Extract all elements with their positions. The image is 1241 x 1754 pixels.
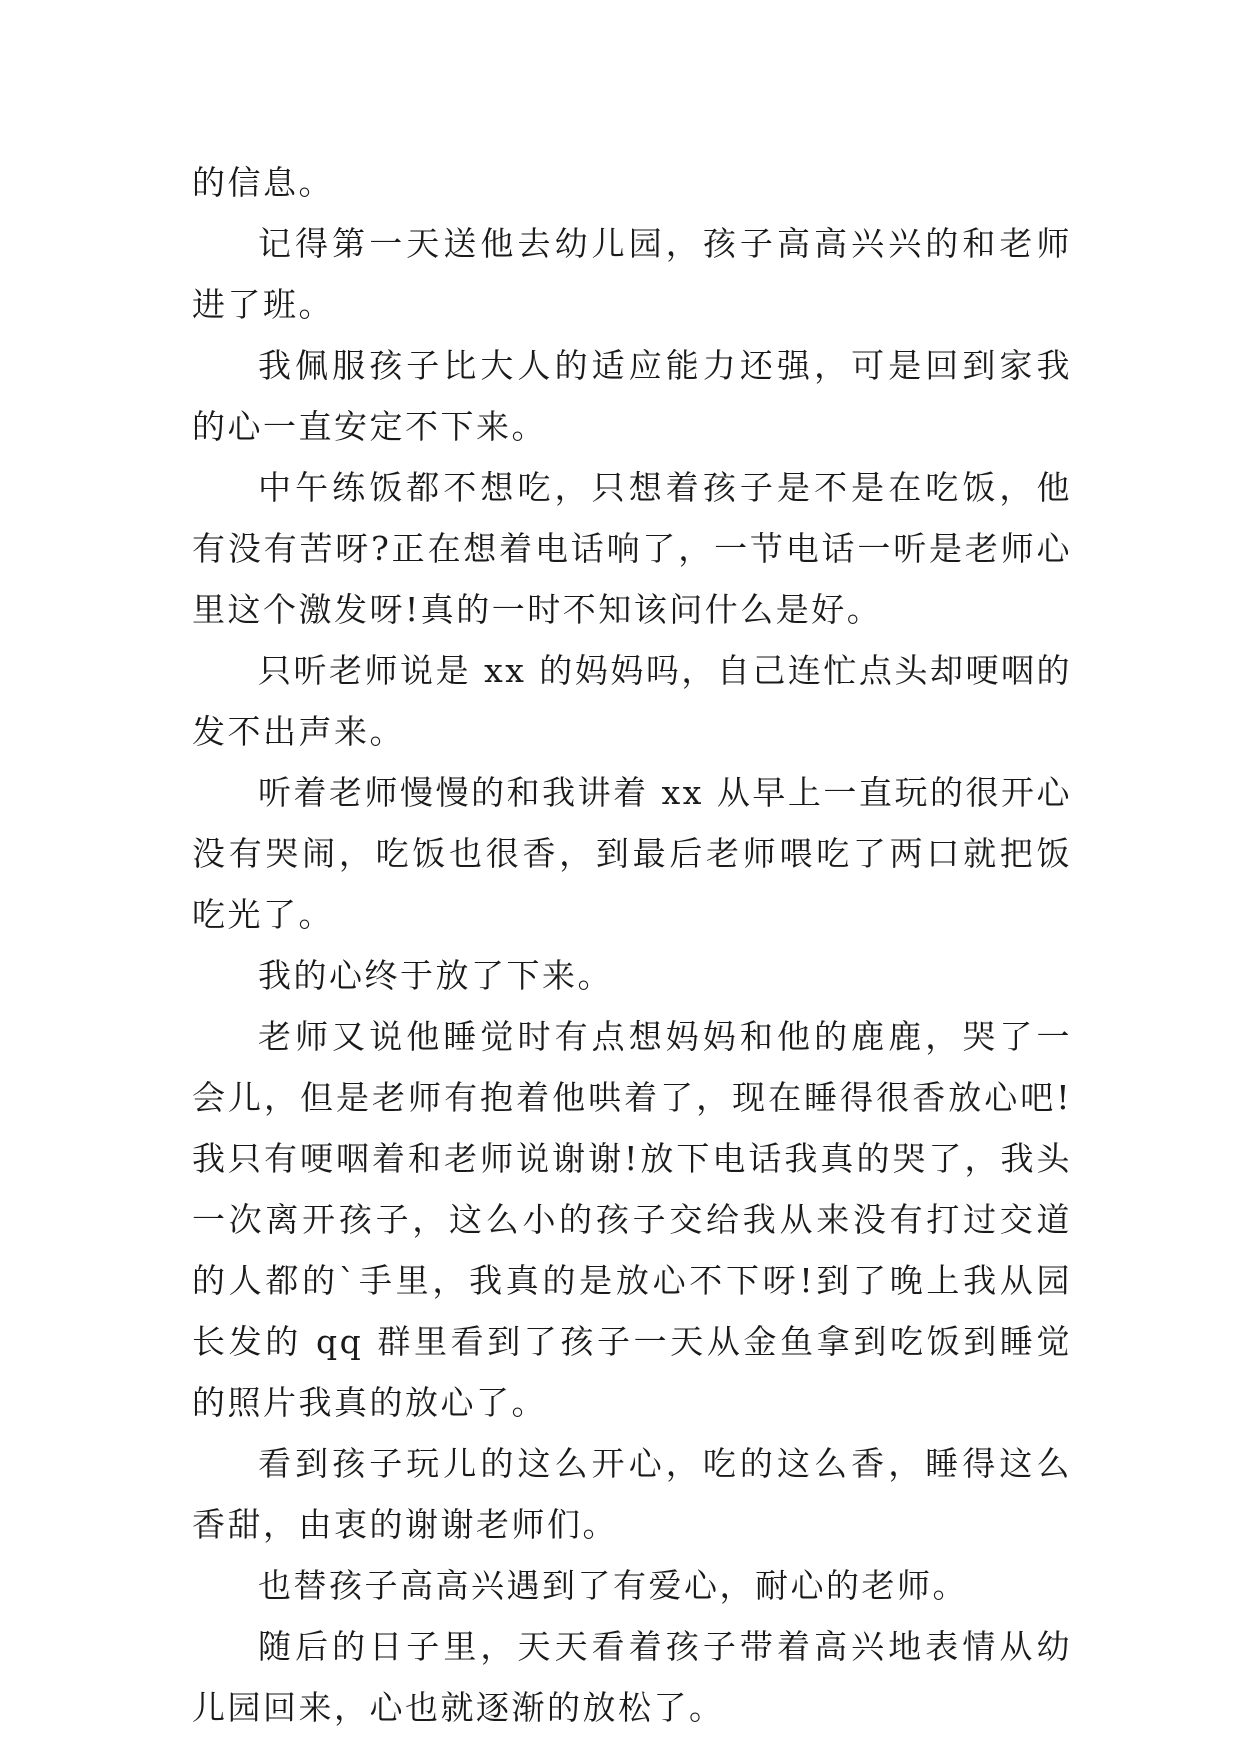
paragraph: 我的心终于放了下来。 [258, 956, 613, 995]
paragraph: 随后的日子里，天天看着孩子带着高兴地表情从幼儿园回来，心也就逐渐的放松了。 [192, 1627, 1072, 1727]
paragraph: 听着老师慢慢的和我讲着 xx 从早上一直玩的很开心没有哭闹，吃饭也很香，到最后老师喂吃了两口就把饭吃光了。 [192, 773, 1072, 934]
paragraph-continuation: 的信息。 [192, 163, 334, 202]
paragraph: 只听老师说是 xx 的妈妈吗，自己连忙点头却哽咽的发不出声来。 [192, 651, 1072, 751]
paragraph: 看到孩子玩儿的这么开心，吃的这么香，睡得这么香甜，由衷的谢谢老师们。 [192, 1444, 1072, 1544]
paragraph: 也替孩子高高兴遇到了有爱心，耐心的老师。 [258, 1566, 968, 1605]
paragraph: 老师又说他睡觉时有点想妈妈和他的鹿鹿，哭了一会儿，但是老师有抱着他哄着了，现在睡得很香放心吧!我只有哽咽着和老师说谢谢!放下电话我真的哭了，我头一次离开孩子，这么小的孩子交给我从来没有打过交道的人都的`手里，我真的是放心不下呀!到了晚上我从园长发的 qq 群里看到了孩子一天从金鱼拿到吃饭到睡觉的照片我真的放心了。 [192, 1017, 1072, 1422]
body-text [192, 152, 1072, 1738]
paragraph: 我佩服孩子比大人的适应能力还强，可是回到家我的心一直安定不下来。 [192, 346, 1072, 446]
paragraph: 记得第一天送他去幼儿园，孩子高高兴兴的和老师进了班。 [192, 224, 1072, 324]
paragraph: 中午练饭都不想吃，只想着孩子是不是在吃饭，他有没有苦呀?正在想着电话响了，一节电话一听是老师心里这个激发呀!真的一时不知该问什么是好。 [192, 468, 1072, 629]
